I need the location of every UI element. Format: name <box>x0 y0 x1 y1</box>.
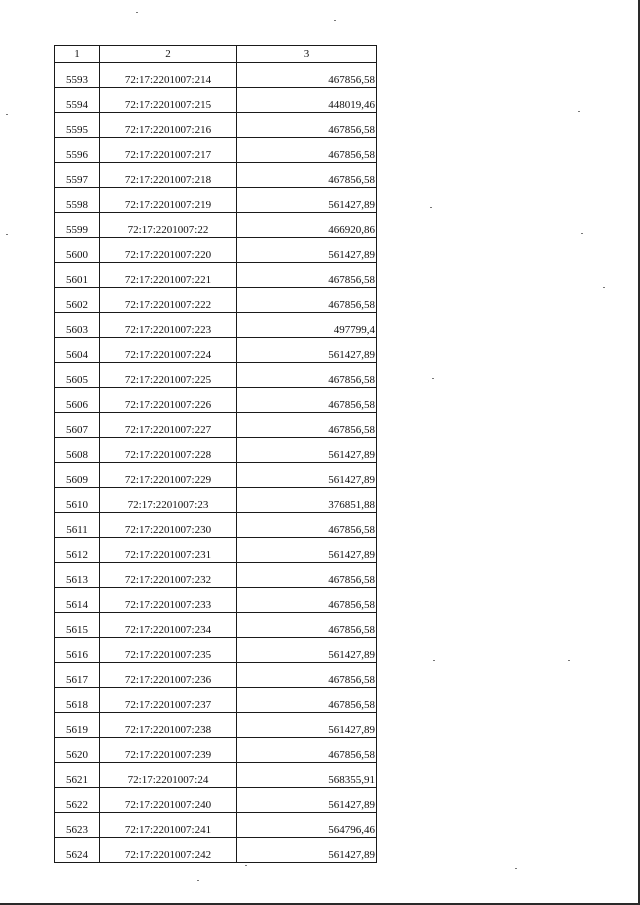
table-row <box>55 663 377 688</box>
scan-speck <box>515 868 517 869</box>
row-number-cell: 5599 <box>55 213 100 238</box>
row-number-cell: 5610 <box>55 488 100 513</box>
row-number-cell: 5616 <box>55 638 100 663</box>
cadastral-value-cell: 467856,58 <box>237 563 377 588</box>
scan-speck <box>334 20 336 21</box>
cadastral-value-cell: 448019,46 <box>237 88 377 113</box>
cadastral-value-cell: 467856,58 <box>237 138 377 163</box>
cadastral-number-cell: 72:17:2201007:239 <box>100 738 237 763</box>
table-row <box>55 288 377 313</box>
cadastral-number-cell: 72:17:2201007:240 <box>100 788 237 813</box>
cadastral-number-cell: 72:17:2201007:238 <box>100 713 237 738</box>
cadastral-value-cell: 561427,89 <box>237 338 377 363</box>
row-number-cell: 5603 <box>55 313 100 338</box>
table-row <box>55 113 377 138</box>
cadastral-number-cell: 72:17:2201007:228 <box>100 438 237 463</box>
cadastral-value-cell: 467856,58 <box>237 688 377 713</box>
cadastral-value-cell: 467856,58 <box>237 388 377 413</box>
cadastral-number-cell: 72:17:2201007:241 <box>100 813 237 838</box>
cadastral-value-cell: 561427,89 <box>237 238 377 263</box>
cadastral-number-cell: 72:17:2201007:22 <box>100 213 237 238</box>
table-row <box>55 363 377 388</box>
row-number-cell: 5598 <box>55 188 100 213</box>
row-number-cell: 5595 <box>55 113 100 138</box>
cadastral-number-cell: 72:17:2201007:230 <box>100 513 237 538</box>
row-number-cell: 5615 <box>55 613 100 638</box>
scan-speck <box>578 111 580 112</box>
cadastral-value-cell: 467856,58 <box>237 113 377 138</box>
cadastral-number-cell: 72:17:2201007:217 <box>100 138 237 163</box>
scan-speck <box>136 12 138 13</box>
cadastral-number-cell: 72:17:2201007:218 <box>100 163 237 188</box>
row-number-cell: 5597 <box>55 163 100 188</box>
cadastral-value-cell: 467856,58 <box>237 413 377 438</box>
table-row <box>55 138 377 163</box>
row-number-cell: 5607 <box>55 413 100 438</box>
row-number-cell: 5593 <box>55 63 100 88</box>
cadastral-number-cell: 72:17:2201007:231 <box>100 538 237 563</box>
row-number-cell: 5608 <box>55 438 100 463</box>
cadastral-value-cell: 561427,89 <box>237 788 377 813</box>
cadastral-value-cell: 568355,91 <box>237 763 377 788</box>
cadastral-number-cell: 72:17:2201007:221 <box>100 263 237 288</box>
cadastral-number-cell: 72:17:2201007:219 <box>100 188 237 213</box>
table-row <box>55 713 377 738</box>
scan-speck <box>430 207 432 208</box>
cadastral-number-cell: 72:17:2201007:23 <box>100 488 237 513</box>
table-row <box>55 338 377 363</box>
row-number-cell: 5606 <box>55 388 100 413</box>
row-number-cell: 5613 <box>55 563 100 588</box>
cadastral-number-cell: 72:17:2201007:235 <box>100 638 237 663</box>
cadastral-value-cell: 376851,88 <box>237 488 377 513</box>
table-row <box>55 188 377 213</box>
table-row <box>55 813 377 838</box>
cadastral-number-cell: 72:17:2201007:220 <box>100 238 237 263</box>
table-row <box>55 513 377 538</box>
table-row <box>55 688 377 713</box>
cadastral-number-cell: 72:17:2201007:237 <box>100 688 237 713</box>
row-number-cell: 5604 <box>55 338 100 363</box>
scan-speck <box>245 865 247 866</box>
cadastral-number-cell: 72:17:2201007:24 <box>100 763 237 788</box>
table-row <box>55 563 377 588</box>
row-number-cell: 5619 <box>55 713 100 738</box>
table-row <box>55 788 377 813</box>
scan-speck <box>568 660 570 661</box>
cadastral-value-cell: 561427,89 <box>237 463 377 488</box>
table-row <box>55 838 377 863</box>
cadastral-number-cell: 72:17:2201007:225 <box>100 363 237 388</box>
table-row <box>55 488 377 513</box>
cadastral-value-cell: 467856,58 <box>237 288 377 313</box>
scan-speck <box>6 114 8 115</box>
cadastral-value-table <box>54 45 377 863</box>
cadastral-value-cell: 564796,46 <box>237 813 377 838</box>
cadastral-value-cell: 467856,58 <box>237 738 377 763</box>
table-row <box>55 213 377 238</box>
table-row <box>55 238 377 263</box>
cadastral-number-cell: 72:17:2201007:214 <box>100 63 237 88</box>
row-number-cell: 5618 <box>55 688 100 713</box>
table-row <box>55 413 377 438</box>
cadastral-number-cell: 72:17:2201007:229 <box>100 463 237 488</box>
table-row <box>55 88 377 113</box>
cadastral-number-cell: 72:17:2201007:226 <box>100 388 237 413</box>
cadastral-number-cell: 72:17:2201007:233 <box>100 588 237 613</box>
cadastral-number-cell: 72:17:2201007:232 <box>100 563 237 588</box>
cadastral-number-cell: 72:17:2201007:234 <box>100 613 237 638</box>
cadastral-value-cell: 467856,58 <box>237 588 377 613</box>
column-header-value: 3 <box>237 46 377 63</box>
column-header-number: 1 <box>55 46 100 63</box>
row-number-cell: 5602 <box>55 288 100 313</box>
row-number-cell: 5614 <box>55 588 100 613</box>
scan-speck <box>432 378 434 379</box>
table-row <box>55 313 377 338</box>
cadastral-number-cell: 72:17:2201007:242 <box>100 838 237 863</box>
scan-speck <box>581 233 583 234</box>
row-number-cell: 5596 <box>55 138 100 163</box>
row-number-cell: 5611 <box>55 513 100 538</box>
row-number-cell: 5609 <box>55 463 100 488</box>
table-row <box>55 613 377 638</box>
row-number-cell: 5601 <box>55 263 100 288</box>
cadastral-value-cell: 561427,89 <box>237 638 377 663</box>
cadastral-value-cell: 561427,89 <box>237 188 377 213</box>
cadastral-value-cell: 467856,58 <box>237 513 377 538</box>
scan-speck <box>6 234 8 235</box>
table-row <box>55 538 377 563</box>
column-header-cadastral-number: 2 <box>100 46 237 63</box>
row-number-cell: 5621 <box>55 763 100 788</box>
cadastral-value-cell: 467856,58 <box>237 663 377 688</box>
cadastral-number-cell: 72:17:2201007:223 <box>100 313 237 338</box>
row-number-cell: 5612 <box>55 538 100 563</box>
table-row <box>55 388 377 413</box>
row-number-cell: 5617 <box>55 663 100 688</box>
scan-speck <box>197 880 199 881</box>
row-number-cell: 5600 <box>55 238 100 263</box>
table-row <box>55 63 377 88</box>
cadastral-value-cell: 497799,4 <box>237 313 377 338</box>
cadastral-value-cell: 467856,58 <box>237 63 377 88</box>
cadastral-number-cell: 72:17:2201007:236 <box>100 663 237 688</box>
row-number-cell: 5622 <box>55 788 100 813</box>
cadastral-value-cell: 466920,86 <box>237 213 377 238</box>
cadastral-value-cell: 467856,58 <box>237 263 377 288</box>
table-row <box>55 738 377 763</box>
table-row <box>55 163 377 188</box>
cadastral-value-cell: 467856,58 <box>237 613 377 638</box>
table-row <box>55 463 377 488</box>
row-number-cell: 5623 <box>55 813 100 838</box>
scan-speck <box>433 660 435 661</box>
cadastral-value-cell: 467856,58 <box>237 363 377 388</box>
cadastral-number-cell: 72:17:2201007:222 <box>100 288 237 313</box>
table-row <box>55 638 377 663</box>
table-row <box>55 438 377 463</box>
cadastral-number-cell: 72:17:2201007:227 <box>100 413 237 438</box>
table-row <box>55 263 377 288</box>
row-number-cell: 5594 <box>55 88 100 113</box>
cadastral-number-cell: 72:17:2201007:224 <box>100 338 237 363</box>
row-number-cell: 5605 <box>55 363 100 388</box>
cadastral-value-cell: 561427,89 <box>237 838 377 863</box>
cadastral-value-cell: 561427,89 <box>237 438 377 463</box>
cadastral-value-cell: 561427,89 <box>237 713 377 738</box>
row-number-cell: 5624 <box>55 838 100 863</box>
scan-speck <box>603 287 605 288</box>
table-row <box>55 588 377 613</box>
cadastral-number-cell: 72:17:2201007:216 <box>100 113 237 138</box>
cadastral-number-cell: 72:17:2201007:215 <box>100 88 237 113</box>
table-row <box>55 763 377 788</box>
table-header-row <box>55 46 377 63</box>
cadastral-value-cell: 467856,58 <box>237 163 377 188</box>
cadastral-value-cell: 561427,89 <box>237 538 377 563</box>
row-number-cell: 5620 <box>55 738 100 763</box>
